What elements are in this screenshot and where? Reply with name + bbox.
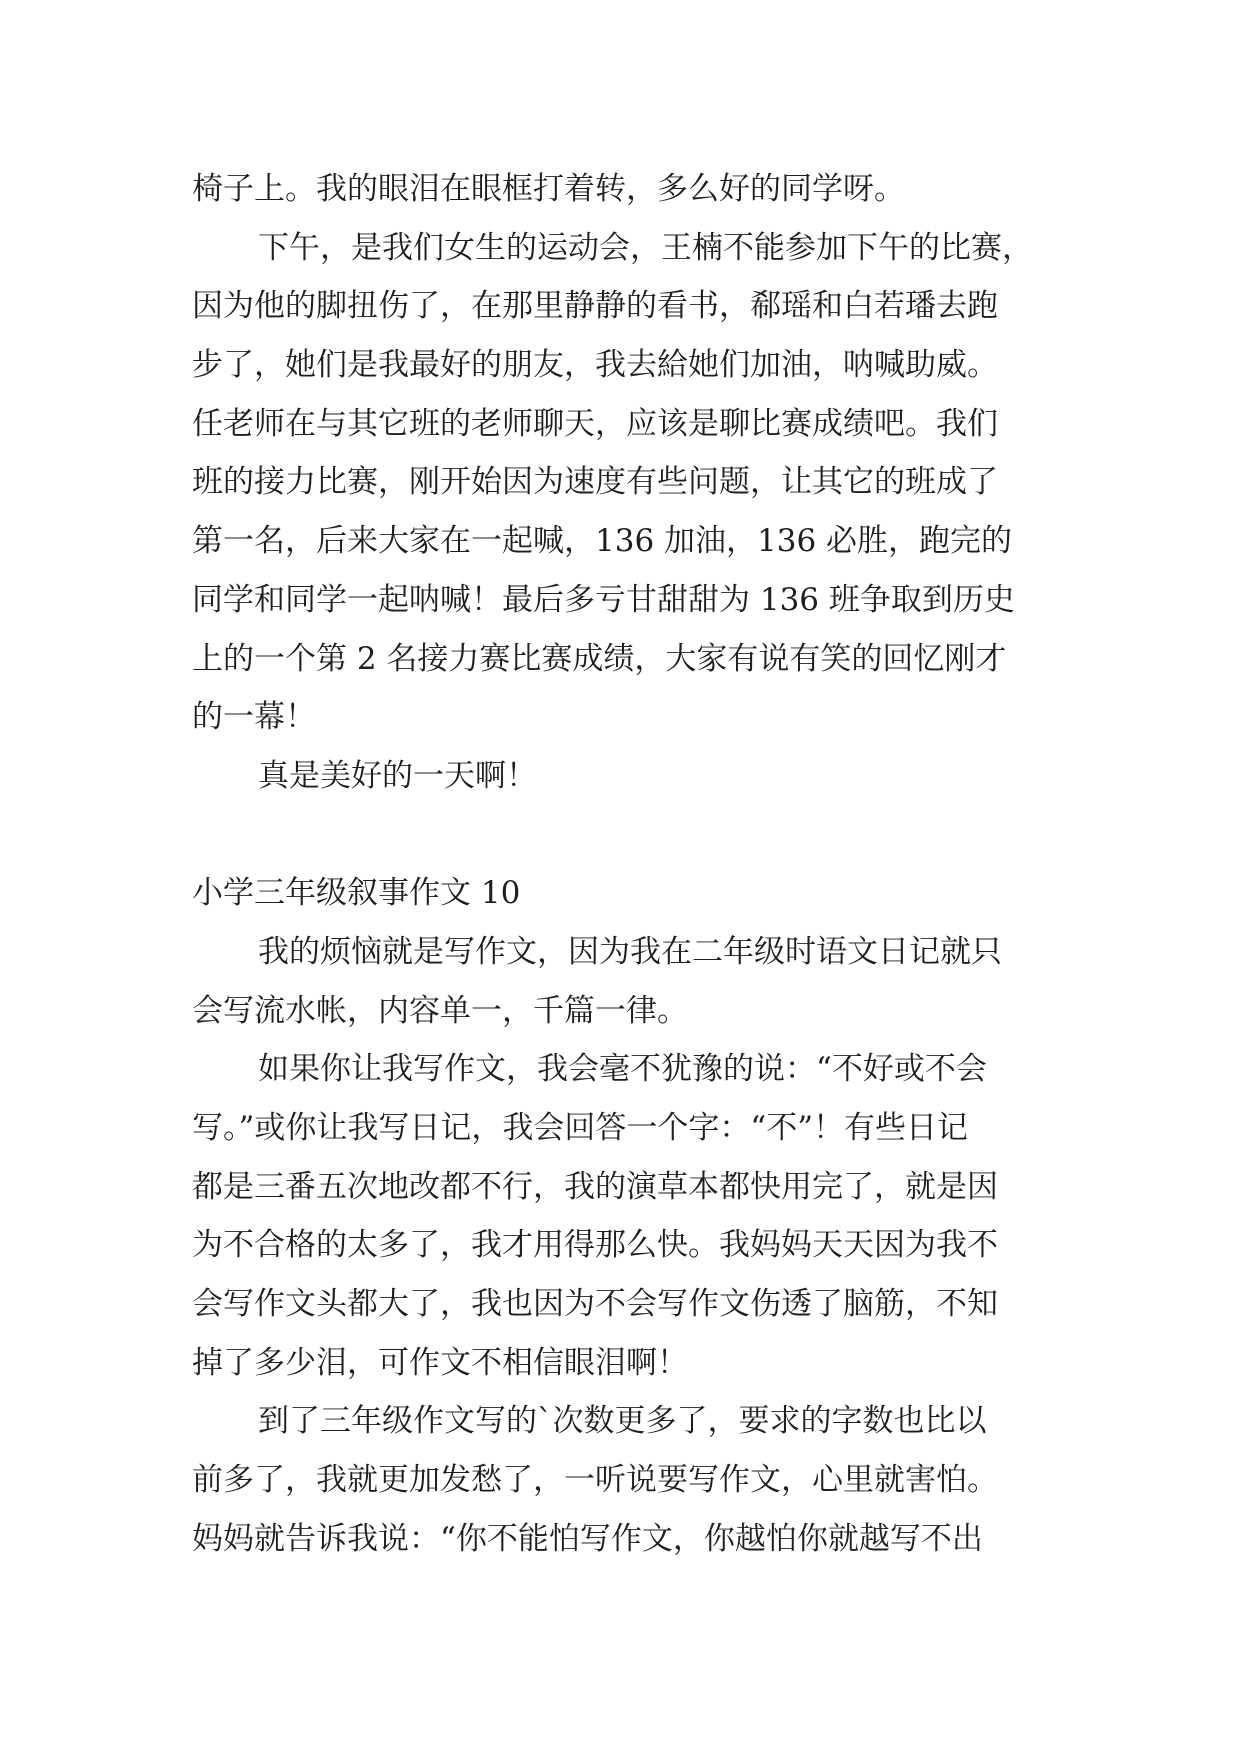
text-line: 的一幕！ <box>192 699 316 736</box>
text-line: 步了，她们是我最好的朋友，我去給她们加油，呐喊助威。 <box>192 347 998 384</box>
document-body <box>192 160 1072 1569</box>
paragraph-start-line: 到了三年级作文写的`次数更多了，要求的字数也比以 <box>258 1403 987 1440</box>
text-line: 前多了，我就更加发愁了，一听说要写作文，心里就害怕。 <box>192 1462 998 1499</box>
text-line: 因为他的脚扭伤了，在那里静静的看书，郗瑶和白若璠去跑 <box>192 288 998 325</box>
text-line: 同学和同学一起呐喊！最后多亏甘甜甜为 136 班争取到历史 <box>192 581 1015 618</box>
text-line: 上的一个第 2 名接力赛比赛成绩，大家有说有笑的回忆刚才 <box>192 640 1007 677</box>
text-line: 班的接力比赛，刚开始因为速度有些问题，让其它的班成了 <box>192 464 998 501</box>
text-line: 掉了多少泪，可作文不相信眼泪啊！ <box>192 1344 688 1381</box>
text-line: 会写流水帐，内容单一，千篇一律。 <box>192 992 688 1029</box>
text-line: 妈妈就告诉我说：“你不能怕写作文，你越怕你就越写不出 <box>192 1520 983 1557</box>
section-spacer <box>192 806 1072 865</box>
section-title: 小学三年级叙事作文 10 <box>192 875 521 912</box>
paragraph-start-line: 真是美好的一天啊！ <box>258 757 537 794</box>
paragraph-start-line: 我的烦恼就是写作文，因为我在二年级时语文日记就只 <box>258 933 1002 970</box>
paragraph-start-line: 下午，是我们女生的运动会，王楠不能参加下午的比赛， <box>258 229 1033 266</box>
text-line: 写。”或你让我写日记，我会回答一个字：“不”！有些日记 <box>192 1110 969 1146</box>
paragraph-start-line: 如果你让我写作文，我会毫不犹豫的说：“不好或不会 <box>258 1051 987 1088</box>
text-line: 为不合格的太多了，我才用得那么快。我妈妈天天因为我不 <box>192 1227 998 1264</box>
text-line: 都是三番五次地改都不行，我的演草本都快用完了，就是因 <box>192 1168 998 1205</box>
text-line: 会写作文头都大了，我也因为不会写作文伤透了脑筋，不知 <box>192 1286 998 1323</box>
text-line: 任老师在与其它班的老师聊天，应该是聊比赛成绩吧。我们 <box>192 405 998 442</box>
text-line: 椅子上。我的眼泪在眼框打着转，多么好的同学呀。 <box>192 171 905 207</box>
text-line: 第一名，后来大家在一起喊，136 加油，136 必胜，跑完的 <box>192 523 1013 560</box>
